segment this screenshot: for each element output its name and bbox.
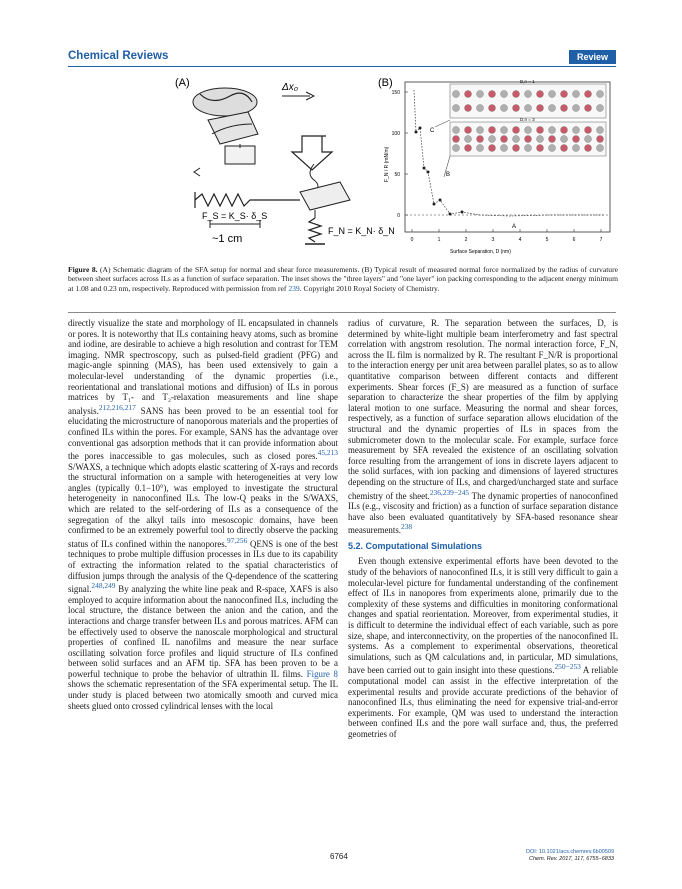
ion — [537, 136, 544, 143]
ion — [513, 91, 520, 98]
ion — [501, 136, 508, 143]
caption-divider — [68, 312, 616, 313]
layer-label-3: D,n = 3 — [520, 117, 535, 122]
ion — [465, 145, 472, 152]
x-tick-label: 3 — [491, 237, 495, 243]
ion — [549, 145, 556, 152]
ion — [465, 91, 472, 98]
section-heading: 5.2. Computational Simulations — [348, 540, 483, 551]
ion — [537, 91, 544, 98]
ion — [549, 136, 556, 143]
fn-label: F_N = K_N· δ_N — [328, 226, 395, 236]
ion — [501, 145, 508, 152]
ion — [453, 91, 460, 98]
page-number: 6764 — [330, 852, 348, 861]
y-tick-label: 150 — [391, 90, 400, 96]
ref-link[interactable]: 97,256 — [226, 535, 248, 545]
figure-8 — [150, 72, 620, 262]
ion — [573, 91, 580, 98]
force-plot — [392, 82, 610, 243]
ion — [453, 145, 460, 152]
ion — [501, 91, 508, 98]
fs-label: F_S = K_S· δ_S — [202, 211, 268, 221]
ion — [597, 91, 604, 98]
ion — [453, 136, 460, 143]
y-tick-label: 100 — [391, 131, 400, 137]
right-column — [348, 318, 618, 739]
ion — [501, 127, 508, 134]
ion — [465, 105, 472, 112]
left-column — [68, 318, 338, 711]
ion — [465, 136, 472, 143]
right-text-1: radius of curvature, R. The separation between the surfaces, D, is determined by white-light multiple beam interferometry and fast spectral correlation with angstrom resolution. The normal interaction force, F_N, across the IL film is normalized by R. The resultant F_N/R is proportional to the interaction energy per unit area between parallel plates, so as to allow quantitative comparison between different contacts and different experiments. Shear forces (F_S) are measured as a function of surface separation to characterize the shear properties of the film by applying lateral motion to one surface. Measuring the normal and shear forces, respectively, as a function of surface separation allows elucidation of the structural and the dynamic properties of ILs in spaces from the submicrometer down to the molecular scale. For example, surface force measurement by SFA revealed the existence of an oscillating solvation force resulting from the arrangement of ions in discrete layers adjacent to the solid surfaces, with ion packing and dimensions of layered structures depending on the structure of ILs, and charged/uncharged state and surface chemistry of the sheet. — [348, 318, 618, 501]
ref-link[interactable]: 248,249 — [91, 581, 116, 591]
ion — [477, 136, 484, 143]
ion — [513, 145, 520, 152]
ion — [561, 105, 568, 112]
ion — [573, 145, 580, 152]
ion — [453, 127, 460, 134]
dx-label: Δx₀ — [282, 82, 298, 93]
ion — [549, 105, 556, 112]
ion — [513, 105, 520, 112]
section-badge: Review — [569, 50, 616, 64]
caption-label: Figure 8. — [68, 265, 98, 274]
header-divider — [68, 66, 616, 67]
ion — [561, 91, 568, 98]
ion — [525, 105, 532, 112]
ion — [501, 105, 508, 112]
ion — [489, 105, 496, 112]
panel-a-label: (A) — [175, 77, 190, 89]
left-text-2: SANS has been proved to be an essential tool for elucidating the microstructure of nanoporous materials and the properties of confined ILs within the pores. For example, SANS has the advantage over conventional gas adsorption methods that it can provide information about the pores inaccessible to gas molecules, such as closed pores. — [68, 405, 338, 462]
journal-name[interactable]: Chemical Reviews — [68, 50, 169, 62]
ion — [561, 127, 568, 134]
left-paragraph — [68, 318, 338, 711]
figure-8-link[interactable]: Figure 8 — [306, 668, 338, 679]
left-text-1: directly visualize the state and morphology of IL encapsulated in channels or pores. It is noteworthy that ILs containing heavy atoms, such as bromine and iodine, are desirable to achieve a high resolution and contrast for TEM imaging. NMR spectroscopy, such as pulsed-field gradient (PFG) and magic-angle spinning (MAS), has been used extensively to gain a molecular-level understanding of the dynamic properties (i.e., reorientational and translational motions and diffusion) of ILs in porous matrices by T₁- and T₂-relaxation measurements and line shape analysis. — [68, 318, 338, 416]
panel-b-label: (B) — [378, 77, 393, 89]
ref-link[interactable]: 212,216,217 — [98, 402, 136, 412]
ion — [537, 105, 544, 112]
caption-text: (A) Schematic diagram of the SFA setup for normal and shear force measurements. (B) Typical result of measured normal force normalized by the radius of curvature between sheet surfaces across ILs as a function of surface separation. The inset shows the "three layers" and "one layer" ion packing corresponding to the adjacent energy minimum at 1.08 and 0.23 nm, respectively. Reproduced with permission from ref — [68, 265, 619, 293]
ion — [537, 127, 544, 134]
ion — [477, 91, 484, 98]
ion — [549, 91, 556, 98]
left-text-6: shows the schematic representation of the SFA experimental setup. The IL under study is placed between two atomically smooth and curved mica sheets glued onto crossed cylindrical lenses with the local — [68, 679, 338, 711]
figure-caption — [68, 265, 618, 293]
ion — [573, 127, 580, 134]
y-tick-label: 50 — [394, 172, 400, 178]
ion — [537, 145, 544, 152]
x-tick-label: 5 — [545, 237, 549, 243]
ion — [585, 105, 592, 112]
layer-label-1: D,n = 1 — [520, 79, 535, 84]
ion — [585, 91, 592, 98]
left-text-4: QENS is one of the best techniques to probe multiple diffusion processes in ILs due to its capability of extracting the information related to the spatial characteristics of diffusion jumps through the analysis of the Q-dependence of the scattering signal. — [68, 538, 338, 595]
caption-copyright: . Copyright 2010 Royal Society of Chemistry. — [299, 283, 440, 293]
ion — [489, 127, 496, 134]
right-paragraph-2 — [348, 556, 618, 739]
ion — [525, 91, 532, 98]
ion — [585, 145, 592, 152]
ion — [477, 127, 484, 134]
journal-citation: Chem. Rev. 2017, 117, 6755−6833 — [529, 856, 614, 862]
ion — [597, 105, 604, 112]
ion — [597, 145, 604, 152]
ion — [597, 136, 604, 143]
page-header — [68, 50, 616, 66]
y-axis-label: F_N / R (mN/m) — [384, 146, 390, 182]
ion — [453, 105, 460, 112]
ion — [561, 136, 568, 143]
ion — [549, 127, 556, 134]
ion — [489, 136, 496, 143]
right-text-3: Even though extensive experimental efforts have been devoted to the study of the behaviors of nanoconfined ILs, it is still very difficult to gain a molecular-level picture for fundamental understanding of the confinement effect of ILs in nanopores from experiments alone, primarily due to the complexity of these systems and difficulties in monitoring conformational changes and spatial reorientation. Moreover, from experimental studies, it is difficult to determine the individual effect of each variable, such as pore size, shape, and interconnectivity, on the properties of the nanoconfined IL systems. As a complement to experimental observations, theoretical simulations, such as QM calculations and, in particular, MD simulations, have been carried out to gain insight into these questions. — [348, 556, 618, 676]
ref-link[interactable]: 45,213 — [317, 448, 338, 458]
ion — [525, 136, 532, 143]
right-text-2: The dynamic properties of nanoconfined ILs (e.g., viscosity and friction) as a function of surface separation distance have also been evaluated quantitatively by SFA-based resonance shear measurements. — [348, 490, 618, 536]
ion — [477, 145, 484, 152]
ion — [513, 127, 520, 134]
ion — [585, 127, 592, 134]
footer-citation — [526, 849, 614, 863]
doi-link[interactable]: DOI: 10.1021/acs.chemrev.6b00509 — [526, 849, 614, 855]
ion — [525, 145, 532, 152]
left-text-5: By analyzing the white line peak and R-space, XAFS is also employed to acquire information about the nanoconfined ILs, including the local structure, the distance between the anion and the cation, and the interactions and charge transfer between ILs and porous matrices. AFM can be effectively used to observe the nanoscale morphological and structural properties of confined IL nanofilms and measure the near surface oscillating solvation force profiles and liquid structure of ILs confined between solid surfaces and an AFM tip. SFA has been proven to be a powerful technique to probe the behavior of ultrathin IL films. — [68, 584, 338, 679]
ion — [573, 136, 580, 143]
x-tick-label: 7 — [599, 237, 603, 243]
ion — [489, 145, 496, 152]
scale-label: ~1 cm — [212, 233, 243, 245]
y-tick-label: 0 — [397, 213, 400, 219]
ion — [465, 127, 472, 134]
point-b: B — [446, 172, 451, 178]
ion — [573, 105, 580, 112]
caption-ref-link[interactable]: 239 — [288, 283, 300, 293]
ref-link[interactable]: 238 — [401, 522, 413, 532]
ion — [585, 136, 592, 143]
ion — [489, 91, 496, 98]
ion — [597, 127, 604, 134]
ion — [513, 136, 520, 143]
right-text-4: A reliable computational model can assist in the effective interpretation of the experimental results and provide accurate predictions of the behavior of nanoconfined ILs, thus eliminating the need for expensive trial-and-error experiments. For example, QM was used to understand the interaction between confined ILs and the pore wall surface and, thus, the preferred geometries of — [348, 665, 618, 739]
x-tick-label: 0 — [410, 237, 414, 243]
point-a: A — [512, 224, 517, 230]
ion — [477, 105, 484, 112]
x-axis-label: Surface Separation, D (nm) — [450, 249, 511, 255]
x-tick-label: 1 — [437, 237, 441, 243]
x-tick-label: 2 — [464, 237, 468, 243]
x-tick-label: 4 — [518, 237, 522, 243]
x-tick-label: 6 — [572, 237, 576, 243]
left-text-3: S/WAXS, a technique which adopts elastic scattering of X-rays and records the structural information on a sample with heterogeneities at very low angles (typically 0.1−10°), was employed to investigate the structural heterogeneity in nanoconfined ILs. The low-Q peaks in the S/WAXS, which are related to the self-ordering of ILs as a consequence of the segregation of the alkyl tails into mesoscopic domains, have been confirmed to be an extremely powerful tool to directly observe the packing status of ILs confined within the nanopores. — [68, 461, 338, 549]
ref-link[interactable]: 250−253 — [554, 662, 581, 672]
ion — [561, 145, 568, 152]
point-c: C — [430, 128, 435, 134]
right-paragraph-1 — [348, 318, 618, 536]
ref-link[interactable]: 236,239−245 — [429, 487, 470, 497]
ion — [525, 127, 532, 134]
